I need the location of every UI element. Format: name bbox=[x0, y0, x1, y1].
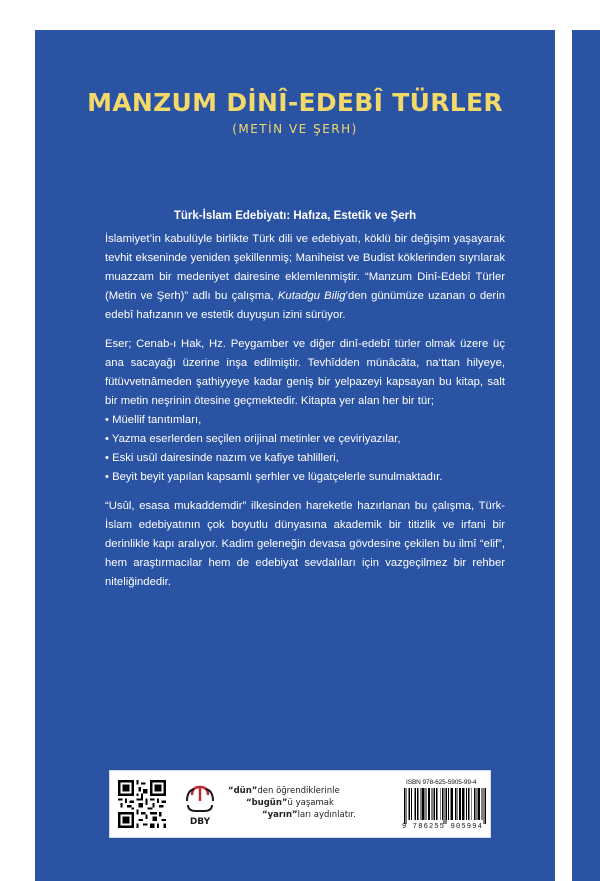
blurb-body bbox=[105, 230, 505, 592]
blurb-p1-book-name: Kutadgu Bilig bbox=[277, 290, 346, 302]
tagline-line-3 bbox=[228, 809, 388, 821]
isbn-barcode-digits: 9 786255 905994 bbox=[402, 823, 484, 831]
isbn-label: ISBN 978-625-5905-99-4 bbox=[406, 779, 477, 786]
tagline-line-2 bbox=[228, 797, 388, 809]
publisher-logo-icon bbox=[184, 783, 216, 827]
tagline-word-bugun: “bugün” bbox=[246, 798, 288, 808]
book-title: MANZUM DİNÎ-EDEBÎ TÜRLER bbox=[87, 88, 503, 117]
blurb-paragraph-3: “Usûl, esasa mukaddemdir” ilkesinden hareketle hazırlanan bu çalışma, Türk-İslam edebiyatının çok boyutlu dünyasına akademik bir titizlik ve irfani bir derinlikle kapı aralıyor. Kadim geleneğin devasa gövdesine çekilen bu ilmî “elif”, hem araştırmacılar hem de edebiyat sevdalıları için vazgeçilmez bir rehber niteliğindedir. bbox=[105, 500, 505, 588]
blurb-heading: Türk-İslam Edebiyatı: Hafıza, Estetik ve Şerh bbox=[173, 210, 417, 222]
tagline-word-yarin: “yarın” bbox=[262, 810, 298, 820]
book-subtitle: (METİN VE ŞERH) bbox=[232, 122, 358, 136]
blurb-p1-start: İslamiyet’in kabulüyle birlikte Türk dili ve edebiyatı, köklü bir değişim yaşayarak tevhit ekseninde yeniden şekillenmiş; Maniheist ve Budist köklerinden sıyrılarak muazzam bir medeniyet dairesine eklemlenmiştir. “Manzum Dinî-Edebî Türler (Metin ve Şerh)” adlı bu çalışma, bbox=[105, 233, 505, 302]
blurb-bullet-list bbox=[105, 411, 505, 487]
tagline-word-dun: “dün” bbox=[228, 786, 258, 796]
bullet-item: • Beyit beyit yapılan kapsamlı şerhler ve lügatçelerle sunulmaktadır. bbox=[105, 468, 505, 487]
blurb-paragraph-1 bbox=[105, 230, 505, 325]
blurb-paragraph-2: Eser; Cenab-ı Hak, Hz. Peygamber ve diğer dinî-edebî türler olmak üzere üç ana sacayağı üzerine inşa edilmiştir. Tevhîdden münâcâta, na‘ttan hilyeye, fütüvvetnâmeden şathiyyeye kadar geniş bir yelpazeyi kapsayan bu kitap, salt bir metin neşrinin ötesine geçmektedir. Kitapta yer alan her bir tür; bbox=[105, 338, 505, 407]
tagline-text-1: den öğrendiklerinle bbox=[257, 786, 340, 796]
bullet-item: • Yazma eserlerden seçilen orijinal metinler ve çeviriyazılar, bbox=[105, 430, 505, 449]
publisher-tagline bbox=[228, 785, 388, 821]
qr-code-icon[interactable] bbox=[118, 780, 166, 828]
tagline-line-1 bbox=[228, 785, 388, 797]
blurb-p1-end: ’den günümüze uzanan o derin edebî hafızanın ve estetik duyuşun izini sürüyor. bbox=[105, 290, 505, 321]
tagline-text-3: ları aydınlatır. bbox=[297, 810, 356, 820]
tagline-text-2: ü yaşamak bbox=[287, 798, 334, 808]
isbn-barcode-icon bbox=[404, 788, 486, 824]
publisher-logo-text: DBY bbox=[189, 817, 211, 827]
bullet-item: • Müellif tanıtımları, bbox=[105, 411, 505, 430]
back-cover bbox=[35, 30, 555, 881]
adjacent-cover-edge bbox=[572, 30, 600, 881]
publisher-info-box bbox=[109, 770, 491, 838]
bullet-item: • Eski usûl dairesinde nazım ve kafiye tahlilleri, bbox=[105, 449, 505, 468]
